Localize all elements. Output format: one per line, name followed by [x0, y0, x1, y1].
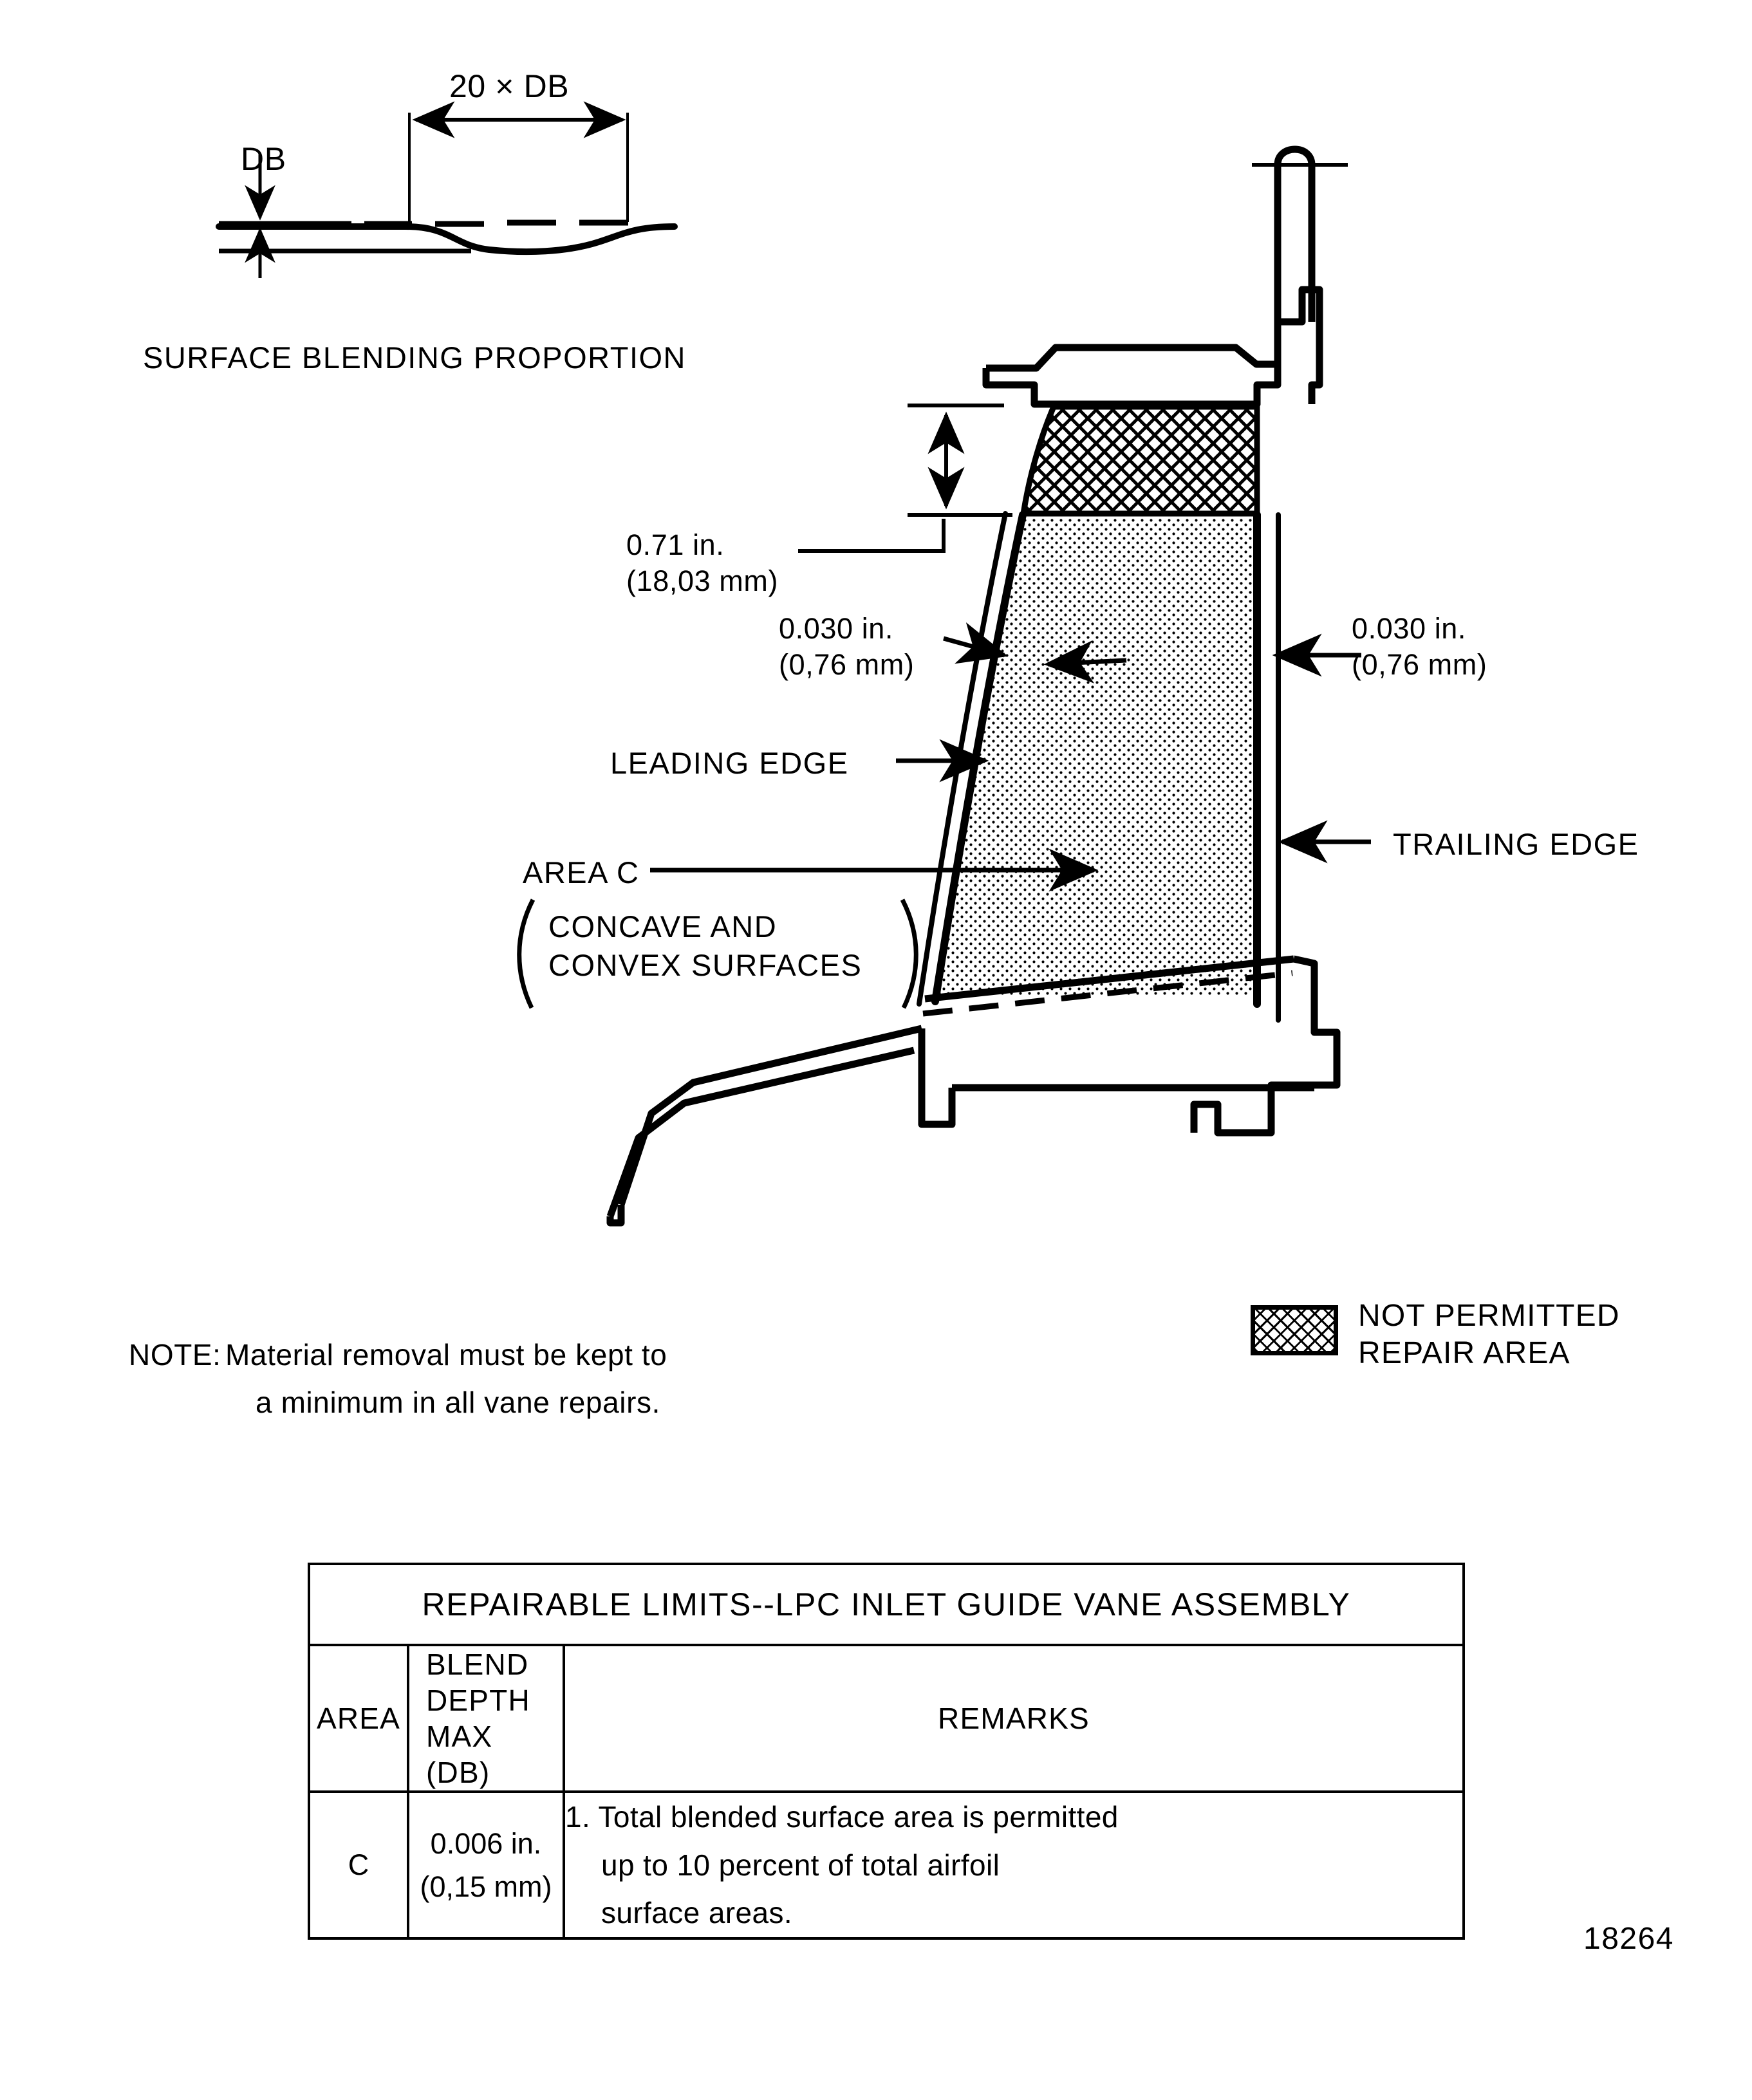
band-height-in-label: 0.71 in.	[626, 528, 725, 561]
remark-line-1: 1. Total blended surface area is permitted	[565, 1800, 1119, 1834]
table-header-row	[309, 1645, 1464, 1792]
trailing-edge-margin-in-label: 0.030 in.	[1352, 612, 1467, 645]
vane-cross-section	[519, 149, 1371, 1223]
area-c-label: AREA C	[523, 855, 640, 889]
legend-line-1: NOT PERMITTED	[1358, 1299, 1620, 1333]
table-row	[309, 1792, 1464, 1938]
surface-blending-detail	[219, 113, 675, 278]
column-header-blend-depth-l2: DEPTH	[426, 1684, 530, 1718]
cell-blend-depth-in: 0.006 in.	[430, 1826, 542, 1860]
blend-depth-label: DB	[241, 141, 286, 177]
column-header-remarks: REMARKS	[564, 1645, 1464, 1792]
not-permitted-swatch-icon	[1251, 1305, 1338, 1355]
cell-area: C	[309, 1792, 408, 1938]
cell-remarks	[564, 1792, 1464, 1938]
legend-line-2: REPAIR AREA	[1358, 1336, 1570, 1370]
blend-width-label: 20 × DB	[449, 68, 570, 104]
cell-blend-depth-mm: (0,15 mm)	[420, 1870, 552, 1904]
figure-number: 18264	[1583, 1922, 1674, 1956]
area-c-airfoil	[939, 517, 1257, 996]
note-label: NOTE:	[129, 1338, 221, 1371]
column-header-area: AREA	[309, 1645, 408, 1792]
repairable-limits-table	[308, 1563, 1465, 1940]
leading-edge-label: LEADING EDGE	[610, 746, 849, 780]
column-header-blend-depth	[408, 1645, 564, 1792]
leading-edge-margin-mm-label: (0,76 mm)	[779, 648, 915, 681]
column-header-blend-depth-l3: MAX (DB)	[426, 1720, 493, 1790]
note-line-2: a minimum in all vane repairs.	[256, 1386, 661, 1419]
table-title-row	[309, 1564, 1464, 1645]
area-c-sub-line-1: CONCAVE AND	[548, 909, 778, 943]
surface-blending-caption: SURFACE BLENDING PROPORTION	[143, 340, 686, 375]
table-title: REPAIRABLE LIMITS--LPC INLET GUIDE VANE ASSEMBLY	[309, 1564, 1464, 1645]
remark-line-2: up to 10 percent of total airfoil	[601, 1848, 1000, 1882]
remark-line-3: surface areas.	[601, 1896, 793, 1930]
cell-blend-depth	[408, 1792, 564, 1938]
trailing-edge-label: TRAILING EDGE	[1393, 827, 1639, 861]
note-line-1: Material removal must be kept to	[225, 1338, 667, 1371]
area-c-sub-line-2: CONVEX SURFACES	[548, 948, 862, 982]
trailing-edge-margin-mm-label: (0,76 mm)	[1352, 648, 1487, 681]
not-permitted-band	[1023, 407, 1257, 514]
band-height-mm-label: (18,03 mm)	[626, 564, 779, 597]
leading-edge-margin-in-label: 0.030 in.	[779, 612, 894, 645]
column-header-blend-depth-l1: BLEND	[426, 1648, 529, 1681]
